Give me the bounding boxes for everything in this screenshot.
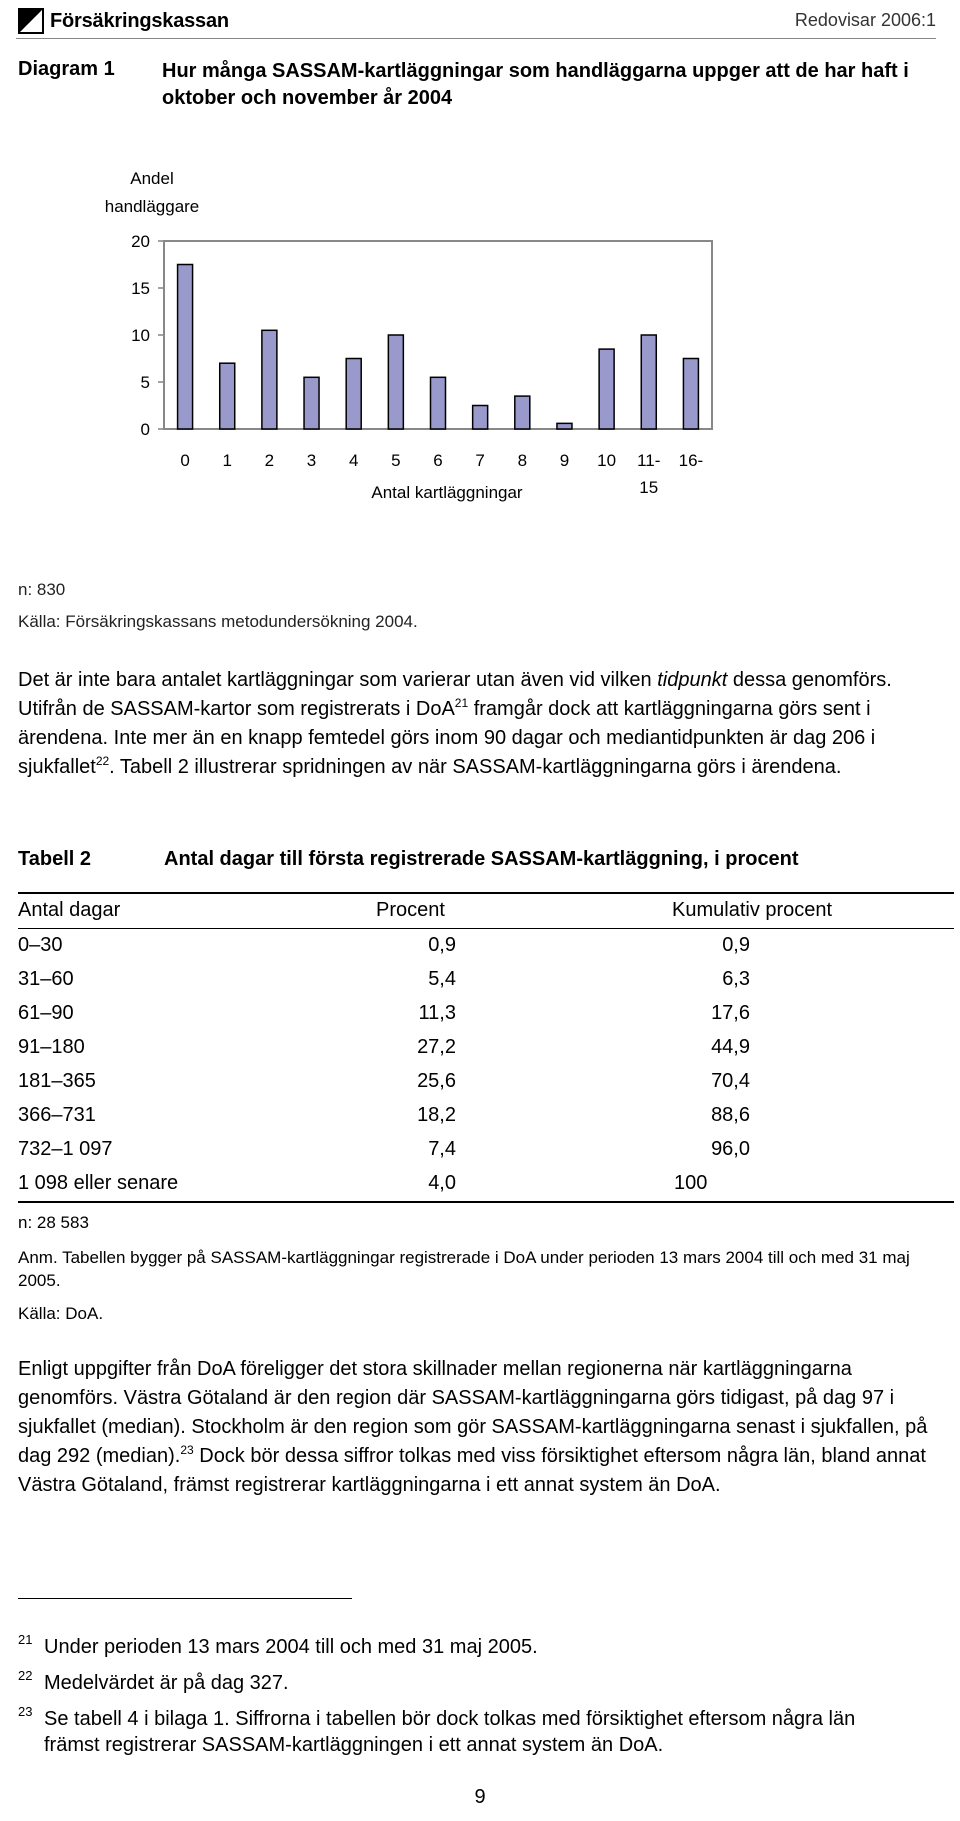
bar-5: [388, 335, 403, 429]
data-table: [18, 892, 954, 1203]
bar-8: [515, 396, 530, 429]
x-tick-label: 2: [264, 451, 275, 470]
para1-text-d: . Tabell 2 illustrerar spridningen av när SASSAM-kartläggningarna görs i ärendena.: [109, 756, 842, 778]
x-tick-label: 10: [597, 451, 617, 470]
x-tick-label: 8: [517, 451, 528, 470]
cell-cumulative: 17,6: [711, 1002, 750, 1024]
bar-7: [473, 406, 488, 430]
cell-days: 732–1 097: [18, 1138, 113, 1160]
header-antal-dagar: Antal dagar: [18, 899, 121, 921]
x-tick-label: 5: [391, 451, 401, 470]
y-axis-label-line1: Andel: [130, 169, 174, 188]
table-row: [18, 1167, 954, 1201]
para1-text-c: framgår dock att kartläggningarna görs sent i ärendena. Inte mer än en knapp femtedel görs inom 90 dagar och mediantidpunkten är dag 206 i sjukfallet: [18, 698, 876, 778]
table-row: [18, 997, 954, 1031]
footnote-ref-23[interactable]: 23: [180, 1443, 194, 1457]
paragraph-2: [18, 1355, 928, 1500]
footnote-number: 21: [18, 1632, 33, 1647]
x-tick-label: 1: [222, 451, 232, 470]
header-logo: [18, 6, 229, 36]
cell-days: 31–60: [18, 968, 74, 990]
cell-percent: 7,4: [428, 1138, 456, 1160]
table-label: Tabell 2: [18, 848, 91, 870]
paragraph-1: [18, 666, 938, 782]
cell-cumulative: 88,6: [711, 1104, 750, 1126]
footnote-number: 23: [18, 1704, 33, 1719]
para2-text-a: Enligt uppgifter från DoA föreligger det stora skillnader mellan regionerna när kartläggningarna genomförs. Västra Götaland är den region där SASSAM-kartläggningarna görs tidigast, på dag 97 i sjukfallet (median). Stockholm är den region som gör SASSAM-kartläggningarna senast i sjukfallen, på dag 292 (median).: [18, 1358, 928, 1467]
x-tick-label: 9: [559, 451, 570, 470]
footnote-text: Se tabell 4 i bilaga 1. Siffrorna i tabellen bör dock tolkas med försiktighet eftersom några län främst registrerar SASSAM-kartläggningen i ett annat system än DoA.: [44, 1708, 856, 1756]
bar-0: [178, 265, 193, 430]
bar-2: [262, 330, 277, 429]
cell-cumulative: 44,9: [711, 1036, 750, 1058]
cell-days: 366–731: [18, 1104, 96, 1126]
footnote-ref-21[interactable]: 21: [454, 696, 469, 710]
table-row: [18, 929, 954, 963]
x-tick-label: 6: [433, 451, 443, 470]
bar-chart: [0, 160, 960, 520]
footnote-text: Under perioden 13 mars 2004 till och med 31 maj 2005.: [44, 1636, 538, 1658]
bar-1: [220, 363, 235, 429]
y-tick-label: 20: [131, 232, 150, 251]
cell-percent: 18,2: [417, 1104, 456, 1126]
cell-days: 0–30: [18, 934, 63, 956]
bar-16-: [683, 359, 698, 430]
cell-cumulative: 6,3: [722, 968, 750, 990]
footnote-ref-22[interactable]: 22: [95, 754, 110, 768]
chart-n: n: 830: [18, 580, 66, 599]
chart-source: Källa: Försäkringskassans metodundersökning 2004.: [18, 612, 418, 631]
bar-10: [599, 349, 614, 429]
footnote-divider: [18, 1598, 352, 1599]
bar-6: [431, 377, 446, 429]
y-tick-label: 15: [131, 279, 150, 298]
bar-11-15: [641, 335, 656, 429]
cell-percent: 0,9: [428, 934, 456, 956]
x-tick-label: 3: [306, 451, 317, 470]
cell-percent: 27,2: [417, 1036, 456, 1058]
y-tick-label: 0: [140, 420, 150, 439]
y-axis-label-line2: handläggare: [104, 197, 200, 216]
cell-days: 91–180: [18, 1036, 85, 1058]
cell-cumulative: 100: [674, 1172, 708, 1194]
cell-cumulative: 70,4: [711, 1070, 750, 1092]
table-row: [18, 963, 954, 997]
bar-9: [557, 423, 572, 429]
table-row: [18, 1133, 954, 1167]
footnote-number: 22: [18, 1668, 33, 1683]
para1-text-b: dessa genomförs. Utifrån de SASSAM-kartor som registrerats i DoA: [18, 669, 892, 720]
diagram-title: Hur många SASSAM-kartläggningar som handläggarna uppger att de har haft i oktober och november år 2004: [162, 60, 909, 109]
header-divider: [16, 38, 936, 39]
bar-4: [346, 359, 361, 430]
table-header-row: [18, 894, 954, 928]
x-tick-label-line2: 15: [639, 478, 659, 497]
table-n: n: 28 583: [18, 1213, 89, 1232]
x-tick-label: 7: [475, 451, 485, 470]
table-source: Källa: DoA.: [18, 1304, 104, 1323]
cell-cumulative: 96,0: [711, 1138, 750, 1160]
cell-days: 61–90: [18, 1002, 74, 1024]
table-row: [18, 1099, 954, 1133]
table-title: Antal dagar till första registrerade SASSAM-kartläggning, i procent: [164, 848, 799, 870]
report-id: Redovisar 2006:1: [794, 10, 936, 30]
table-row: [18, 1065, 954, 1099]
cell-percent: 5,4: [428, 968, 456, 990]
y-tick-label: 5: [140, 373, 150, 392]
x-tick-label: 4: [348, 451, 359, 470]
x-tick-label: 16-: [678, 451, 704, 470]
table-row: [18, 1031, 954, 1065]
cell-percent: 11,3: [418, 1002, 456, 1024]
cell-percent: 4,0: [428, 1172, 456, 1194]
cell-cumulative: 0,9: [722, 934, 750, 956]
cell-days: 1 098 eller senare: [18, 1172, 179, 1194]
x-tick-label: 11-: [637, 451, 661, 470]
cell-percent: 25,6: [417, 1070, 456, 1092]
cell-days: 181–365: [18, 1070, 96, 1092]
table-note: Anm. Tabellen bygger på SASSAM-kartläggningar registrerade i DoA under perioden 13 mars 2004 till och med 31 maj 2005.: [18, 1248, 910, 1290]
para1-text-a: Det är inte bara antalet kartläggningar som varierar utan även vid vilken: [18, 669, 658, 691]
brand-name: Försäkringskassan: [50, 9, 229, 32]
para2-text-b: Dock bör dessa siffror tolkas med viss försiktighet eftersom några län, bland annat Västra Götaland, främst registrerar kartläggningarna i ett annat system än DoA.: [18, 1445, 926, 1496]
footnote-text: Medelvärdet är på dag 327.: [44, 1672, 289, 1694]
header-kumulativ: Kumulativ procent: [672, 899, 833, 921]
table-bottom-rule: [18, 1201, 954, 1203]
header-procent: Procent: [376, 899, 445, 921]
y-tick-label: 10: [131, 326, 150, 345]
para1-italic: tidpunkt: [657, 669, 728, 691]
x-axis-label: Antal kartläggningar: [371, 483, 523, 502]
diagram-label: Diagram 1: [18, 58, 115, 80]
bar-3: [304, 377, 319, 429]
forsakringskassan-logo-icon: [18, 8, 44, 34]
x-tick-label: 0: [180, 451, 190, 470]
page-number: 9: [474, 1786, 486, 1808]
